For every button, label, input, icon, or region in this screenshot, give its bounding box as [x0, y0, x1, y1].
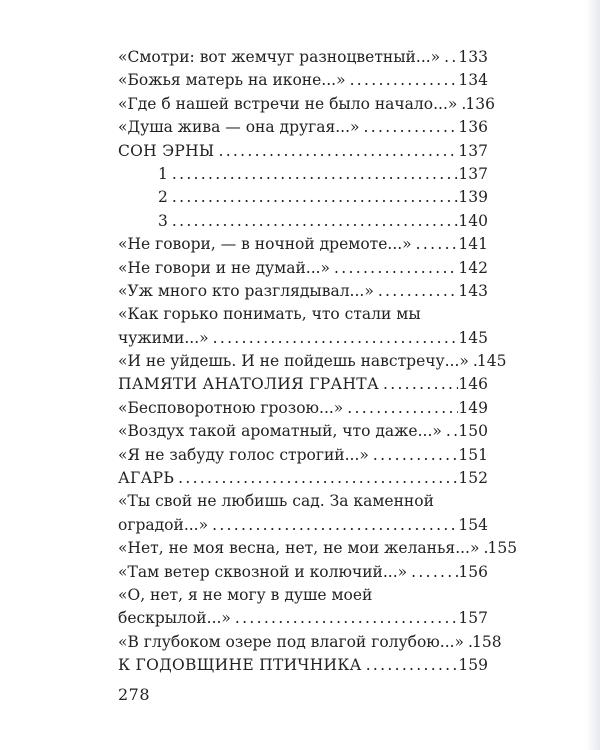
toc-entry	[118, 420, 488, 443]
toc-entry-page: 158	[472, 632, 502, 651]
toc-section	[118, 467, 488, 490]
toc-entry-title: «Я не забуду голос строгий...»	[118, 445, 369, 464]
dot-leader	[218, 140, 458, 163]
toc-entry-title-line1: «Ты свой не любишь сад. За каменной	[118, 492, 434, 511]
toc-entry	[118, 444, 488, 467]
toc-entry	[118, 561, 488, 584]
toc-section-title: К ГОДОВЩИНЕ ПТИЧНИКА	[118, 656, 362, 675]
toc-entry-title: 1	[158, 164, 168, 183]
toc-entry-title: 3	[158, 211, 168, 230]
dot-leader	[416, 233, 459, 256]
toc-entry-page: 141	[458, 235, 488, 254]
dot-leader	[172, 210, 459, 233]
dot-leader	[178, 467, 458, 490]
dot-leader	[373, 444, 459, 467]
toc-entry-title: «Нет, не моя весна, нет, не мои желанья...»	[118, 539, 480, 558]
toc-entry	[118, 327, 488, 350]
toc-section-title: СОН ЭРНЫ	[118, 141, 215, 160]
toc-entry	[118, 257, 488, 280]
toc-entry	[118, 46, 488, 69]
toc-entry-page: 136	[465, 94, 495, 113]
toc-entry	[118, 350, 507, 373]
toc-entry	[118, 514, 488, 537]
toc-section	[118, 373, 488, 396]
dot-leader	[366, 654, 459, 677]
dot-leader	[378, 280, 459, 303]
toc-entry-title: «Не говори и не думай...»	[118, 258, 331, 277]
toc-entry-page: 142	[458, 258, 488, 277]
dot-leader	[444, 46, 458, 69]
toc-entry-title: «Божья матерь на иконе...»	[118, 71, 346, 90]
toc-entry-page: 137	[458, 141, 488, 160]
toc-entry-title: «Бесповоротною грозою...»	[118, 398, 344, 417]
toc-entry-page: 159	[458, 656, 488, 675]
dot-leader	[446, 420, 459, 443]
toc-entry-title: «Душа жива — она другая...»	[118, 118, 360, 137]
toc-entry-page: 155	[487, 539, 518, 558]
toc-entry-title: «И не уйдешь. И не пойдешь навстречу...»	[118, 352, 469, 371]
toc-entry	[118, 537, 518, 560]
dot-leader	[383, 373, 458, 396]
toc-entry-page: 145	[458, 328, 488, 347]
toc-entry-title: бескрылой...»	[118, 609, 231, 628]
toc-entry-page: 156	[458, 562, 488, 581]
toc-entry-title: «В глубоком озере под влагой голубою...»	[118, 632, 465, 651]
toc-entry-page: 137	[458, 164, 488, 183]
dot-leader	[213, 327, 459, 350]
toc-entry-title: оградой...»	[118, 515, 209, 534]
toc-entry-page: 146	[458, 375, 488, 394]
page-number: 278	[118, 685, 151, 704]
toc-entry-title: чужими...»	[118, 328, 209, 347]
toc-entry-title: «Уж много кто разглядывал...»	[118, 281, 374, 300]
dot-leader	[411, 561, 458, 584]
toc-entry-page: 150	[458, 422, 488, 441]
dot-leader	[350, 69, 459, 92]
toc-entry	[118, 233, 488, 256]
toc-entry-page: 151	[458, 445, 488, 464]
toc-section-title: АГАРЬ	[118, 469, 175, 488]
toc-entry-title: «Там ветер сквозной и колючий...»	[118, 562, 408, 581]
toc-section-title: ПАМЯТИ АНАТОЛИЯ ГРАНТА	[118, 375, 379, 394]
toc-entry-page: 149	[458, 398, 488, 417]
dot-leader	[364, 116, 459, 139]
toc-subentry	[118, 163, 488, 186]
toc-subentry	[118, 186, 488, 209]
toc-entry	[118, 93, 495, 116]
toc-entry-page: 143	[458, 281, 488, 300]
dot-leader	[334, 257, 458, 280]
dot-leader	[212, 514, 458, 537]
toc-entry-title-line1: «Как горько понимать, что стали мы	[118, 305, 421, 324]
toc-entry	[118, 397, 488, 420]
toc-entry	[118, 280, 488, 303]
dot-leader	[235, 607, 459, 630]
toc-entry-page: 140	[458, 211, 488, 230]
toc-entry	[118, 116, 488, 139]
toc-entry-page: 145	[476, 352, 507, 371]
toc-section	[118, 654, 488, 677]
toc-entry-page: 133	[458, 48, 488, 66]
toc-entry-page: 136	[458, 118, 488, 137]
dot-leader	[347, 397, 458, 420]
toc-entry-title: «Воздух такой ароматный, что даже...»	[118, 422, 442, 441]
toc-entry-page: 134	[458, 71, 488, 90]
toc-entry	[118, 631, 502, 654]
toc-entry-page: 154	[458, 515, 488, 534]
toc-entry-page: 152	[458, 469, 488, 488]
toc-entry-title: «Где б нашей встречи не было начало...»	[118, 94, 458, 113]
toc-entry	[118, 607, 488, 630]
toc-entry-page: 139	[458, 188, 488, 207]
toc-section	[118, 140, 488, 163]
toc-entry-page: 157	[458, 609, 488, 628]
toc-entry-title: 2	[158, 188, 168, 207]
toc-entry	[118, 69, 488, 92]
dot-leader	[172, 186, 459, 209]
toc-entry-title-line1: «О, нет, я не могу в душе моей	[118, 585, 373, 604]
toc-entry-title: «Не говори, — в ночной дремоте...»	[118, 235, 412, 254]
toc-subentry	[118, 210, 488, 233]
toc-entry-title: «Смотри: вот жемчуг разноцветный...»	[118, 48, 441, 66]
table-of-contents	[118, 46, 518, 678]
page-edge-shadow	[586, 0, 600, 750]
dot-leader	[172, 163, 459, 186]
